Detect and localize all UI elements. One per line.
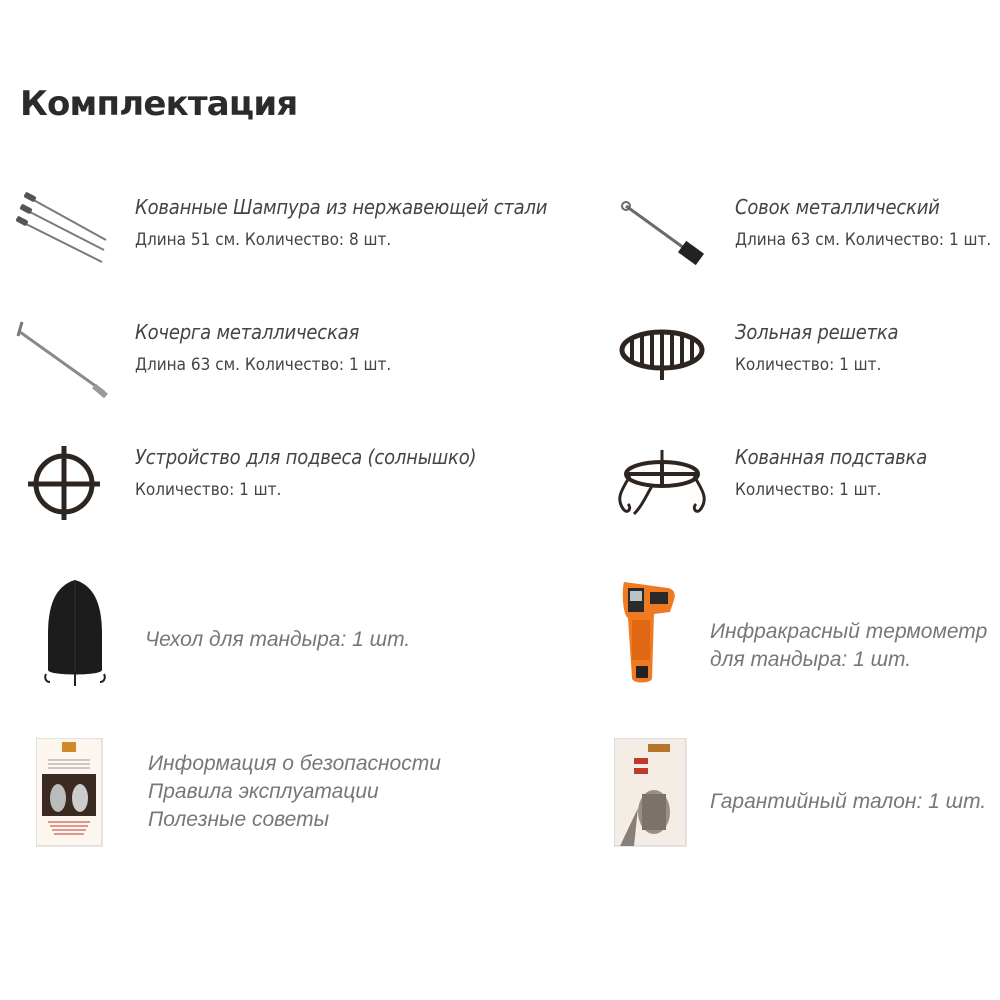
booklet-icon — [36, 738, 104, 848]
item-name: Совок металлический — [735, 195, 940, 219]
item-detail: Количество: 1 шт. — [735, 355, 882, 375]
item-line: Правила эксплуатации — [148, 780, 379, 803]
item-name: Зольная решетка — [735, 320, 899, 344]
item-detail: Количество: 1 шт. — [135, 480, 282, 500]
skewers-icon — [16, 190, 111, 270]
item-name: Кованная подставка — [735, 445, 928, 469]
sun-hanger-icon — [26, 444, 102, 522]
item-line: Гарантийный талон: 1 шт. — [710, 790, 987, 813]
item-detail: Длина 63 см. Количество: 1 шт. — [135, 355, 392, 375]
item-name: Кочерга металлическая — [135, 320, 360, 344]
item-name: Устройство для подвеса (солнышко) — [135, 445, 477, 469]
ash-grate-icon — [618, 326, 708, 384]
page-title: Комплектация — [20, 84, 298, 124]
stand-icon — [612, 444, 712, 520]
item-line: Инфракрасный термометр — [710, 620, 988, 643]
item-detail: Длина 51 см. Количество: 8 шт. — [135, 230, 392, 250]
poker-icon — [14, 318, 114, 402]
item-line: Чехол для тандыра: 1 шт. — [145, 628, 411, 651]
cover-icon — [42, 578, 108, 690]
item-line: Информация о безопасности — [148, 752, 441, 775]
warranty-card-icon — [614, 738, 688, 848]
thermometer-icon — [618, 578, 680, 686]
item-detail: Количество: 1 шт. — [735, 480, 882, 500]
item-line: для тандыра: 1 шт. — [710, 648, 912, 671]
item-detail: Длина 63 см. Количество: 1 шт. — [735, 230, 992, 250]
item-line: Полезные советы — [148, 808, 330, 831]
scoop-icon — [618, 198, 708, 270]
item-name: Кованные Шампура из нержавеющей стали — [135, 195, 548, 219]
